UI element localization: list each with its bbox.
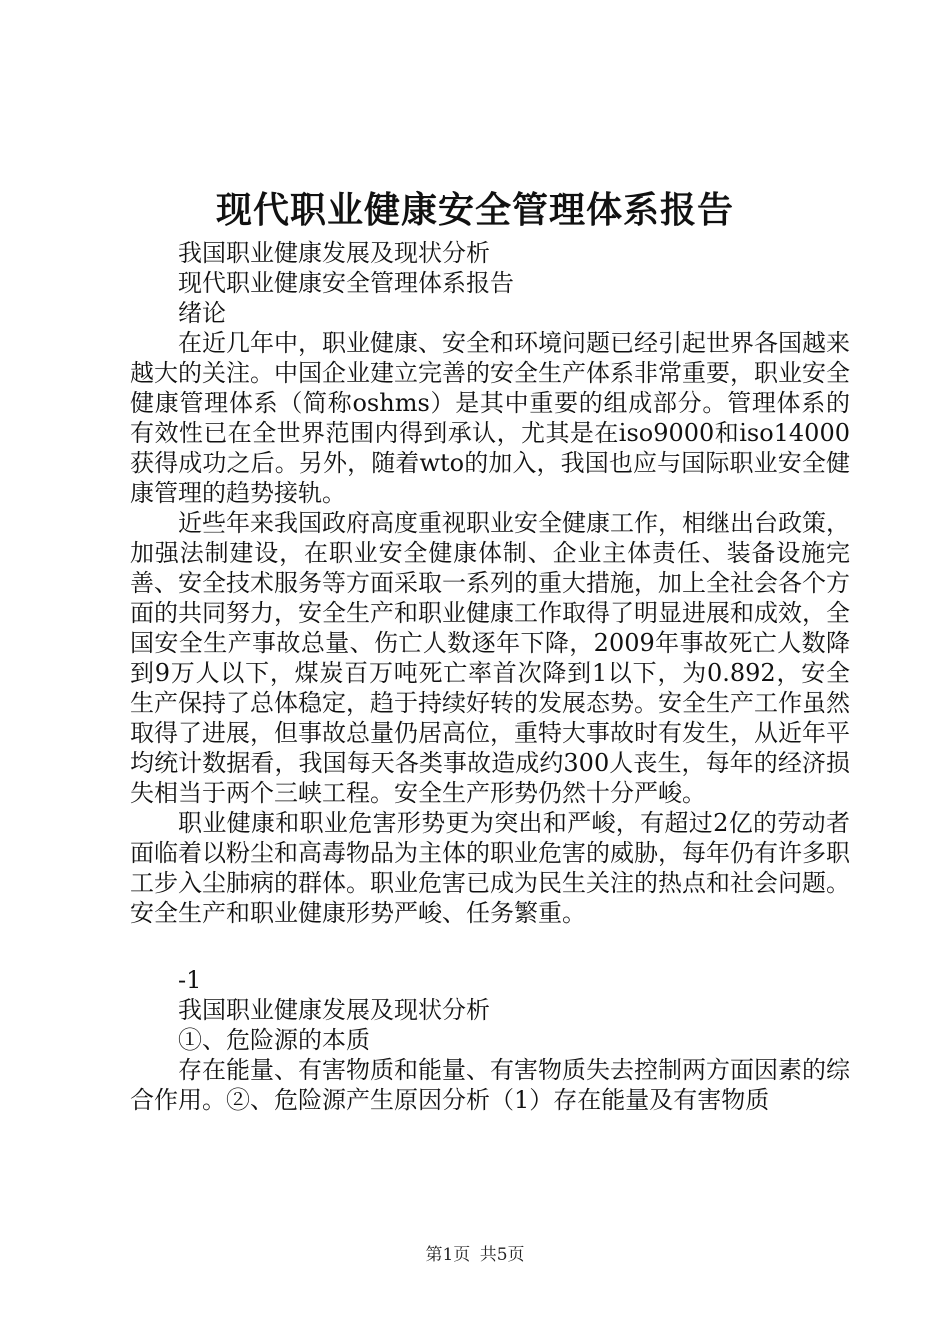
spacer (130, 928, 850, 965)
section-heading: ①、危险源的本质 (178, 1026, 370, 1054)
document-title: 现代职业健康安全管理体系报告 (215, 189, 734, 231)
subtitle-line: 现代职业健康安全管理体系报告 (178, 269, 514, 297)
body-paragraph: 在近几年中，职业健康、安全和环境问题已经引起世界各国越来越大的关注。中国企业建立完善的安全生产体系非常重要，职业安全健康管理体系（简称oshms）是其中重要的组成部分。管理体系的有效性已在全世界范围内得到承认，尤其是在iso9000和iso14000获得成功之后。另外，随着wto的加入，我国也应与国际职业安全健康管理的趋势接轨。 (130, 329, 850, 507)
page-total: 共5页 (479, 1245, 525, 1265)
section-heading: 绪论 (178, 299, 226, 327)
page-number: 第1页 (425, 1245, 471, 1265)
subtitle-line: 我国职业健康发展及现状分析 (178, 239, 490, 267)
body-paragraph: 近些年来我国政府高度重视职业安全健康工作，相继出台政策，加强法制建设，在职业安全健康体制、企业主体责任、装备设施完善、安全技术服务等方面采取一系列的重大措施，加上全社会各个方面的共同努力，安全生产和职业健康工作取得了明显进展和成效，全国安全生产事故总量、伤亡人数逐年下降，2009年事故死亡人数降到9万人以下，煤炭百万吨死亡率首次降到1以下，为0.892，安全生产保持了总体稳定，趋于持续好转的发展态势。安全生产工作虽然取得了进展，但事故总量仍居高位，重特大事故时有发生，从近年平均统计数据看，我国每天各类事故造成约300人丧生，每年的经济损失相当于两个三峡工程。安全生产形势仍然十分严峻。 (130, 509, 850, 807)
page-footer (0, 1243, 950, 1267)
section-marker: -1 (178, 966, 202, 994)
body-paragraph: 职业健康和职业危害形势更为突出和严峻，有超过2亿的劳动者面临着以粉尘和高毒物品为主体的职业危害的威胁，每年仍有许多职工步入尘肺病的群体。职业危害已成为民生关注的热点和社会问题。安全生产和职业健康形势严峻、任务繁重。 (130, 809, 850, 927)
body-paragraph: 存在能量、有害物质和能量、有害物质失去控制两方面因素的综合作用。②、危险源产生原因分析（1）存在能量及有害物质 (130, 1056, 850, 1114)
subtitle-line: 我国职业健康发展及现状分析 (178, 996, 490, 1024)
document-body (130, 238, 850, 1115)
